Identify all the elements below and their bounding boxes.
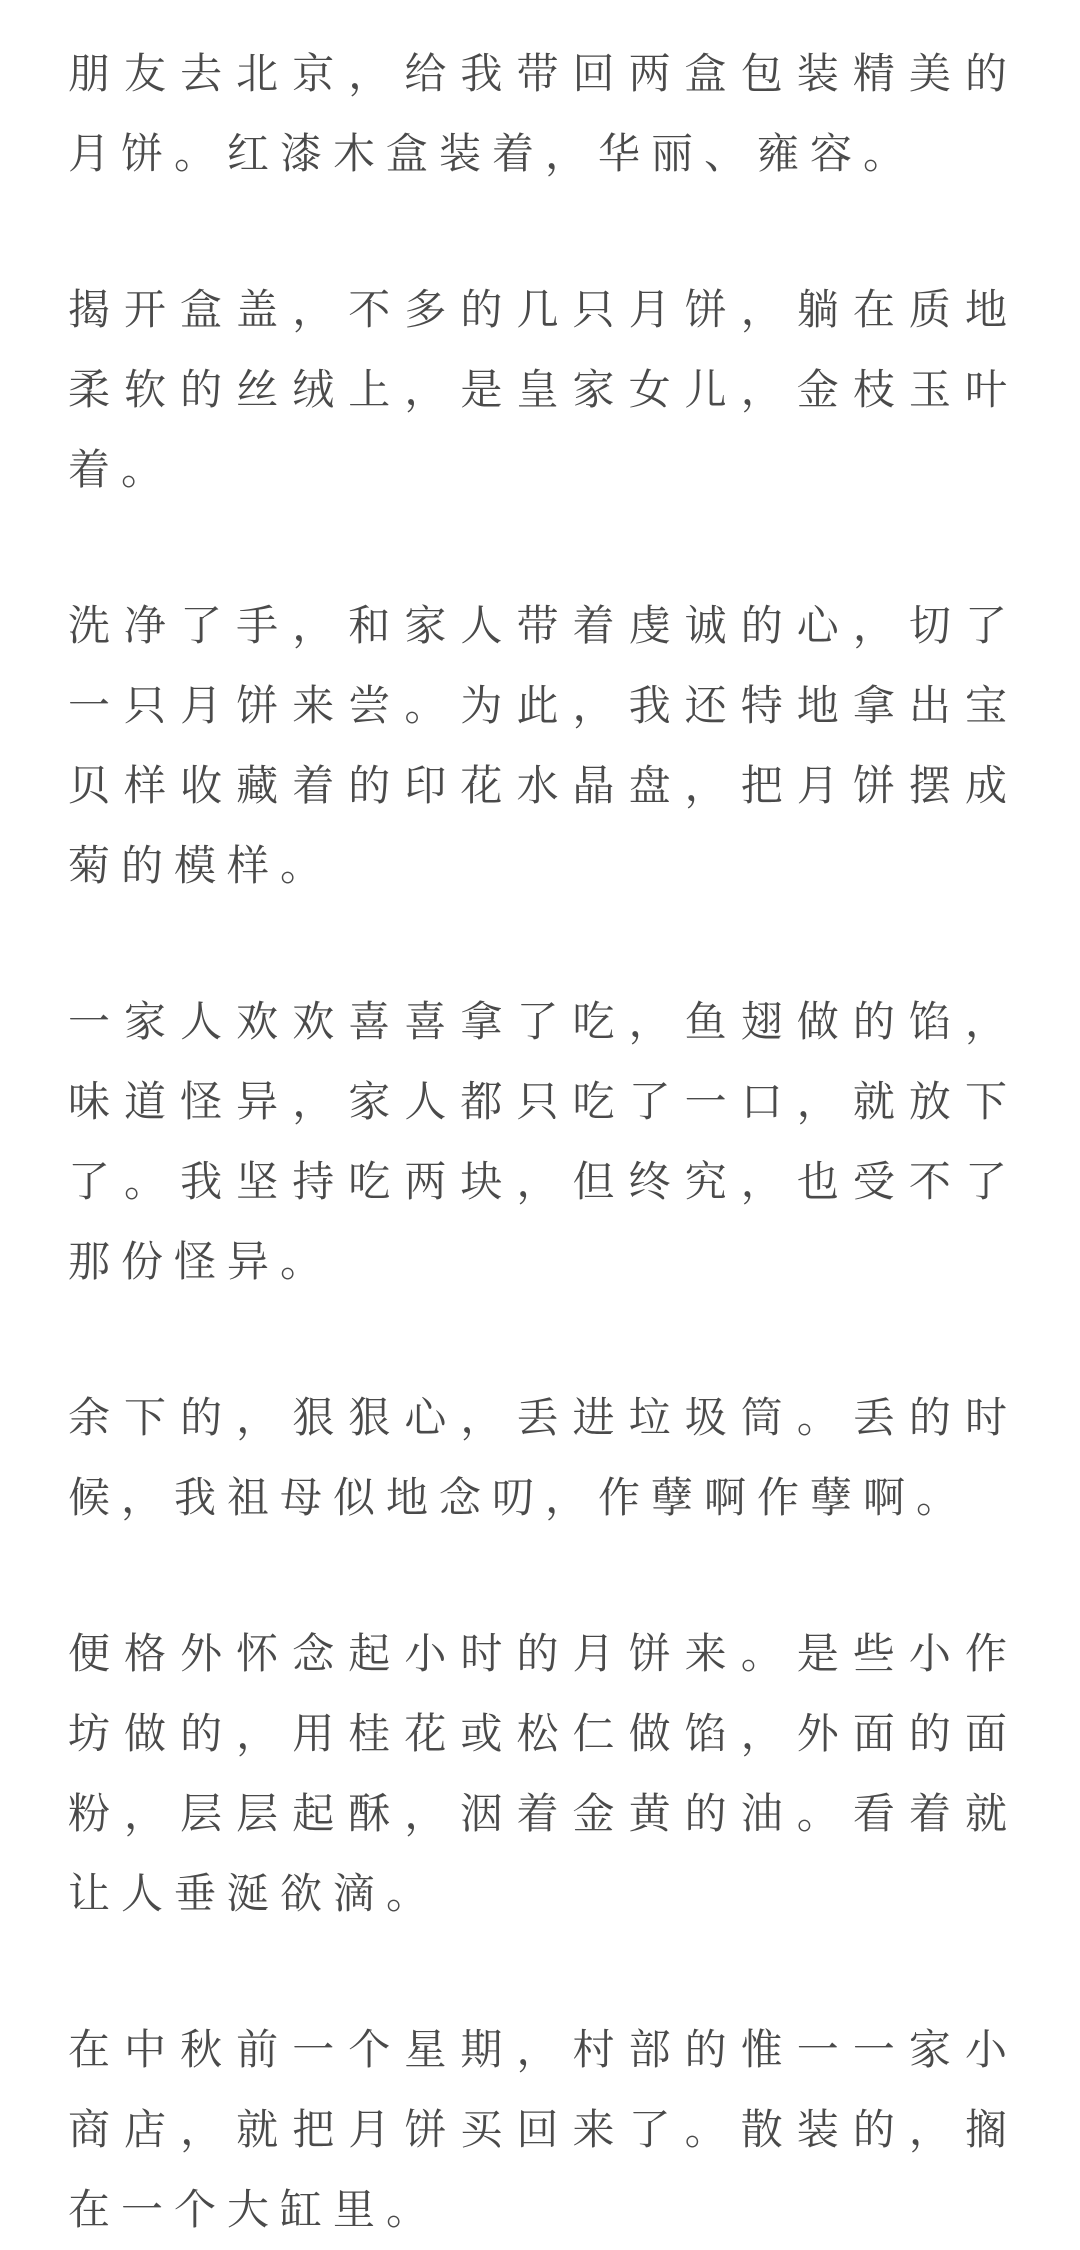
paragraph-4: 一家人欢欢喜喜拿了吃，鱼翅做的馅，味道怪异，家人都只吃了一口，就放下了。我坚持吃两块，但终究，也受不了那份怪异。 xyxy=(68,997,1018,1286)
paragraph-2: 揭开盒盖，不多的几只月饼，躺在质地柔软的丝绒上，是皇家女儿，金枝玉叶着。 xyxy=(68,285,1018,494)
paragraph-1: 朋友去北京，给我带回两盒包装精美的月饼。红漆木盒装着，华丽、雍容。 xyxy=(68,49,1018,178)
paragraph-7: 在中秋前一个星期，村部的惟一一家小商店，就把月饼买回来了。散装的，搁在一个大缸里。 xyxy=(68,2025,1018,2234)
paragraph-6: 便格外怀念起小时的月饼来。是些小作坊做的，用桂花或松仁做馅，外面的面粉，层层起酥，洇着金黄的油。看着就让人垂涎欲滴。 xyxy=(68,1629,1018,1918)
paragraph-5: 余下的，狠狠心，丢进垃圾筒。丢的时候，我祖母似地念叨，作孽啊作孽啊。 xyxy=(68,1393,1018,1522)
article-body xyxy=(68,34,1018,2250)
paragraph-3: 洗净了手，和家人带着虔诚的心，切了一只月饼来尝。为此，我还特地拿出宝贝样收藏着的印花水晶盘，把月饼摆成菊的模样。 xyxy=(68,601,1018,890)
